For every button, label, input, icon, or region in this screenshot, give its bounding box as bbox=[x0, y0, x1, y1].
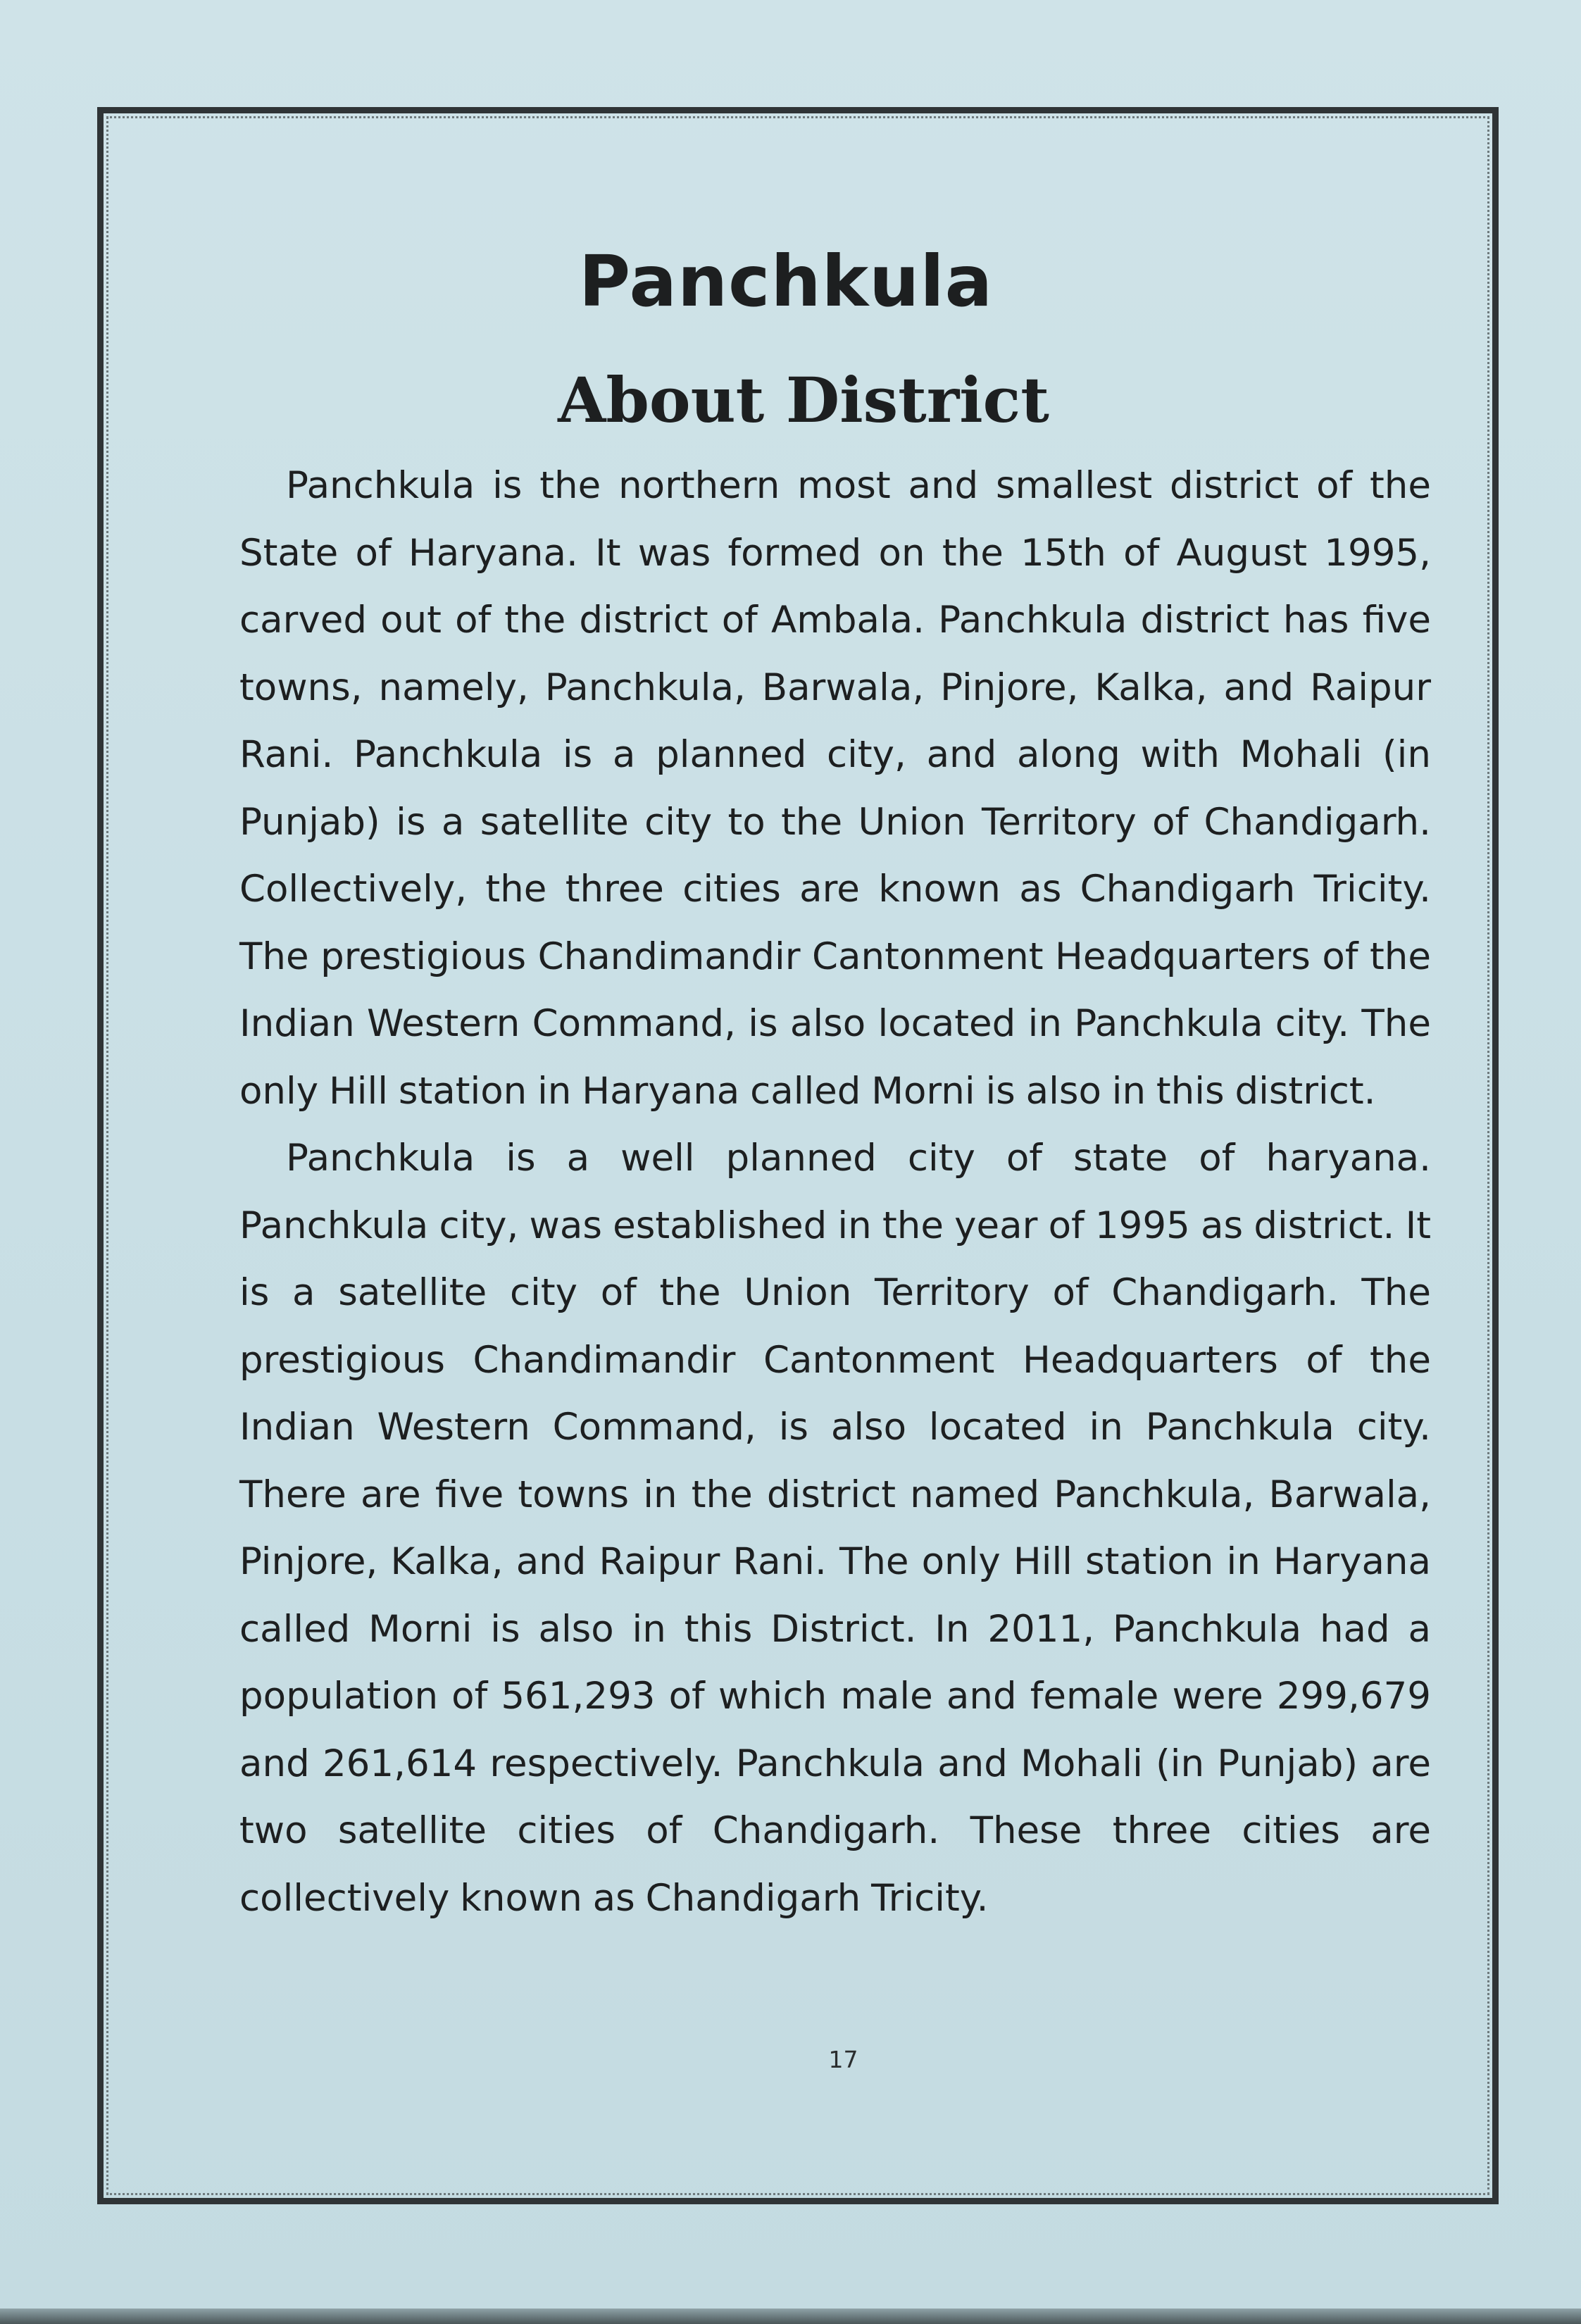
paragraph-1: Panchkula is the northern most and smallest district of the State of Haryana. It was formed on the 15th of August 1995, carved out of the district of Ambala. Panchkula district has five towns, namely, Panchkula, Barwala, Pinjore, Kalka, and Raipur Rani. Panchkula is a planned city, and along with Mohali (in Punjab) is a satellite city to the Union Territory of Chandigarh. Collectively, the three cities are known as Chandigarh Tricity. The prestigious Chandimandir Cantonment Headquarters of the Indian Western Command, is also located in Panchkula city. The only Hill station in Haryana called Morni is also in this district. bbox=[239, 464, 1431, 1113]
section-heading: About District bbox=[558, 363, 1049, 437]
paragraph-2: Panchkula is a well planned city of state of haryana. Panchkula city, was established in the year of 1995 as district. It is a satellite city of the Union Territory of Chandigarh. The prestigious Chandimandir Cantonment Headquarters of the Indian Western Command, is also located in Panchkula city. There are five towns in the district named Panchkula, Barwala, Pinjore, Kalka, and Raipur Rani. The only Hill station in Haryana called Morni is also in this District. In 2011, Panchkula had a population of 561,293 of which male and female were 299,679 and 261,614 respectively. Panchkula and Mohali (in Punjab) are two satellite cities of Chandigarh. These three cities are collectively known as Chandigarh Tricity. bbox=[239, 1137, 1431, 1920]
page-title: Panchkula bbox=[578, 240, 994, 323]
page-bottom-edge bbox=[0, 2309, 1581, 2324]
page-number: 17 bbox=[828, 2046, 858, 2073]
page-content bbox=[239, 232, 1431, 1932]
